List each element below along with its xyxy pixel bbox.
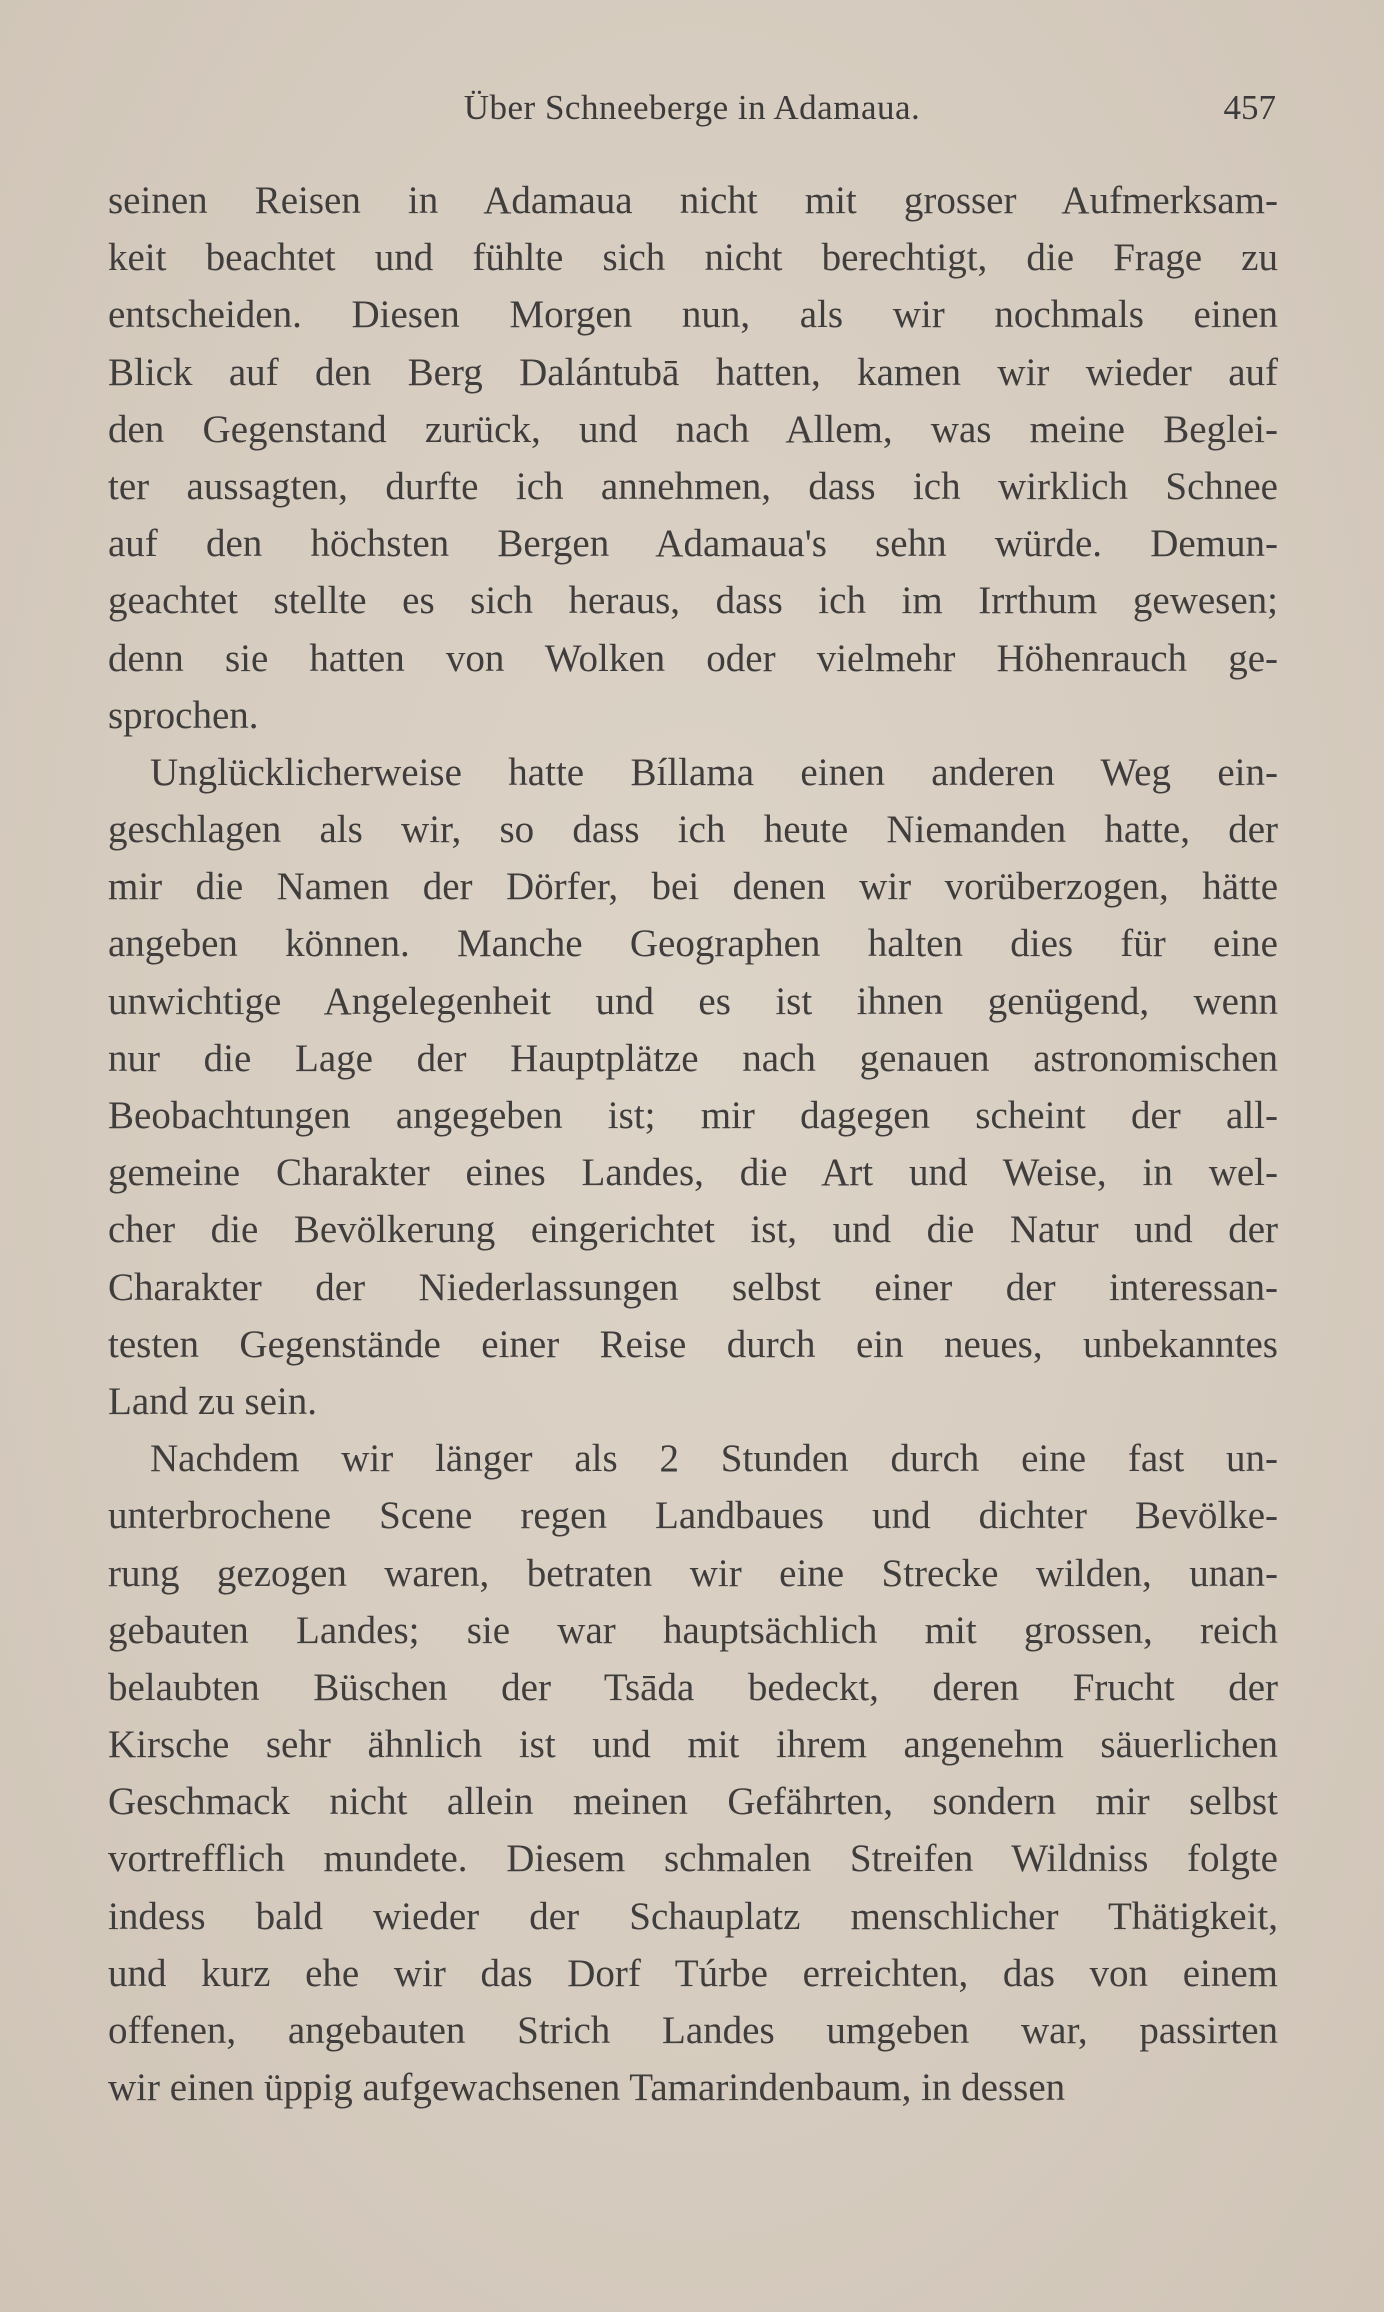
text-line: gemeine Charakter eines Landes, die Art und Weise, in wel- <box>108 1151 1278 1195</box>
text-line: unterbrochene Scene regen Landbaues und dichter Bevölke- <box>108 1494 1278 1538</box>
text-line: vortrefflich mundete. Diesem schmalen Streifen Wildniss folgte <box>108 1837 1278 1881</box>
text-line: und kurz ehe wir das Dorf Túrbe erreichten, das von einem <box>108 1951 1278 1995</box>
text-line: geachtet stellte es sich heraus, dass ich im Irrthum gewesen; <box>108 579 1278 623</box>
text-line: testen Gegenstände einer Reise durch ein neues, unbekanntes <box>108 1322 1278 1366</box>
page-header <box>108 88 1276 138</box>
text-line: keit beachtet und fühlte sich nicht berechtigt, die Frage zu <box>108 236 1278 280</box>
body-text <box>108 172 1278 2116</box>
running-head: Über Schneeberge in Adamaua. <box>463 88 921 127</box>
text-line: Land zu sein. <box>108 1379 318 1423</box>
text-line: sprochen. <box>108 693 259 737</box>
text-line: entscheiden. Diesen Morgen nun, als wir nochmals einen <box>108 293 1278 337</box>
text-line: Blick auf den Berg Dalántubā hatten, kamen wir wieder auf <box>108 350 1278 394</box>
paragraph <box>108 172 1278 744</box>
text-line: indess bald wieder der Schauplatz menschlicher Thätigkeit, <box>108 1894 1278 1938</box>
text-line: angeben können. Manche Geographen halten dies für eine <box>108 922 1278 966</box>
paragraph <box>108 1430 1278 2116</box>
text-line: denn sie hatten von Wolken oder vielmehr Höhenrauch ge- <box>108 636 1278 680</box>
text-line: offenen, angebauten Strich Landes umgeben war, passirten <box>108 2009 1278 2052</box>
text-line: Kirsche sehr ähnlich ist und mit ihrem angenehm säuerlichen <box>108 1723 1278 1767</box>
page-number: 457 <box>1223 88 1276 127</box>
text-line: nur die Lage der Hauptplätze nach genauen astronomischen <box>108 1036 1278 1080</box>
text-line: ter aussagten, durfte ich annehmen, dass ich wirklich Schnee <box>108 464 1278 508</box>
text-line: Geschmack nicht allein meinen Gefährten, sondern mir selbst <box>108 1780 1278 1824</box>
text-line: cher die Bevölkerung eingerichtet ist, und die Natur und der <box>108 1208 1278 1252</box>
text-line: mir die Namen der Dörfer, bei denen wir vorüberzogen, hätte <box>108 865 1278 909</box>
text-line: gebauten Landes; sie war hauptsächlich mit grossen, reich <box>108 1608 1278 1652</box>
text-line: seinen Reisen in Adamaua nicht mit grosser Aufmerksam- <box>108 179 1278 222</box>
text-line: Nachdem wir länger als 2 Stunden durch eine fast un- <box>150 1437 1278 1481</box>
text-line: geschlagen als wir, so dass ich heute Niemanden hatte, der <box>108 808 1278 852</box>
text-line: Beobachtungen angegeben ist; mir dagegen scheint der all- <box>108 1094 1278 1137</box>
paragraph <box>108 744 1278 1430</box>
text-line: wir einen üppig aufgewachsenen Tamarindenbaum, in dessen <box>108 2066 1066 2110</box>
text-line: Unglücklicherweise hatte Bíllama einen anderen Weg ein- <box>150 750 1278 794</box>
text-line: rung gezogen waren, betraten wir eine Strecke wilden, unan- <box>108 1551 1278 1595</box>
text-line: Charakter der Niederlassungen selbst einer der interessan- <box>108 1265 1278 1309</box>
text-line: belaubten Büschen der Tsāda bedeckt, deren Frucht der <box>108 1665 1278 1709</box>
text-line: auf den höchsten Bergen Adamaua's sehn würde. Demun- <box>108 522 1278 566</box>
text-line: den Gegenstand zurück, und nach Allem, was meine Beglei- <box>108 407 1278 451</box>
text-line: unwichtige Angelegenheit und es ist ihnen genügend, wenn <box>108 979 1278 1023</box>
